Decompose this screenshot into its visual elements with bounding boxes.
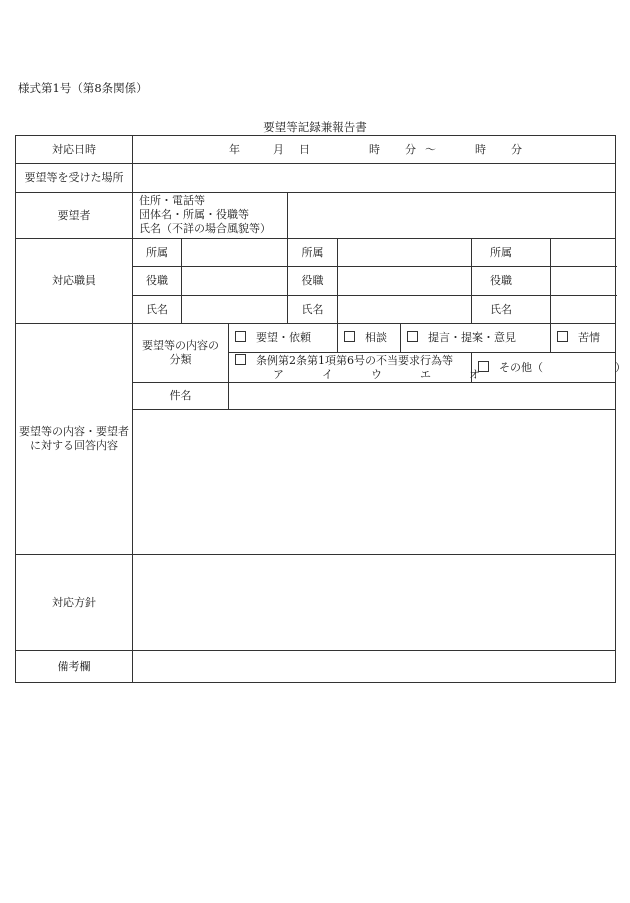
staff-name-label-1: 氏名: [133, 296, 182, 324]
place-field[interactable]: [133, 164, 616, 193]
staff-name-input-2[interactable]: [338, 296, 472, 324]
year-label: 年: [229, 142, 240, 156]
staff-name-input-1[interactable]: [182, 296, 288, 324]
request-label: 要望・依頼: [256, 331, 311, 344]
staff-affiliation-label-3: 所属: [472, 239, 551, 267]
report-table: [15, 135, 626, 683]
form-number: 様式第1号（第8条関係）: [18, 81, 148, 95]
staff-name-label-2: 氏名: [288, 296, 338, 324]
staff-name-label-3: 氏名: [472, 296, 551, 324]
subject-input[interactable]: [229, 383, 616, 410]
option-complaint[interactable]: [551, 324, 616, 353]
option-proposal[interactable]: [401, 324, 551, 353]
requester-name-label: 氏名（不詳の場合風貌等）: [139, 222, 271, 235]
consult-checkbox[interactable]: [344, 331, 355, 342]
staff-position-input-2[interactable]: [338, 267, 472, 296]
subject-label: 件名: [133, 383, 229, 410]
staff-affiliation-label-2: 所属: [288, 239, 338, 267]
unjust-label: 条例第2条第1項第6号の不当要求行為等: [256, 354, 453, 367]
remarks-label: 備考欄: [16, 651, 133, 683]
unjust-checkbox[interactable]: [235, 354, 246, 365]
staff-position-label-2: 役職: [288, 267, 338, 296]
content-label: 要望等の内容・要望者に対する回答内容: [16, 324, 133, 555]
datetime-label: 対応日時: [16, 136, 133, 164]
consult-label: 相談: [365, 331, 387, 344]
staff-label: 対応職員: [16, 239, 133, 324]
datetime-field[interactable]: [133, 136, 616, 164]
requester-label: 要望者: [16, 193, 133, 239]
kana-u[interactable]: ウ: [371, 368, 382, 381]
option-consult[interactable]: [338, 324, 401, 353]
proposal-checkbox[interactable]: [407, 331, 418, 342]
other-close: ）: [615, 360, 626, 374]
tilde-label: ～: [425, 142, 436, 156]
hour-end-label: 時: [475, 142, 486, 156]
staff-name-input-3[interactable]: [551, 296, 616, 324]
kana-o[interactable]: オ: [469, 368, 480, 381]
staff-position-label-1: 役職: [133, 267, 182, 296]
request-checkbox[interactable]: [235, 331, 246, 342]
minute-end-label: 分: [511, 142, 522, 156]
staff-position-input-1[interactable]: [182, 267, 288, 296]
staff-affiliation-label-1: 所属: [133, 239, 182, 267]
staff-position-input-3[interactable]: [551, 267, 616, 296]
content-input[interactable]: [133, 410, 616, 555]
month-label: 月: [273, 142, 284, 156]
minute-start-label: 分: [405, 142, 416, 156]
requester-fields: [133, 193, 288, 239]
complaint-label: 苦情: [578, 331, 600, 344]
staff-affiliation-input-1[interactable]: [182, 239, 288, 267]
kana-a[interactable]: ア: [273, 368, 284, 381]
proposal-label: 提言・提案・意見: [428, 331, 516, 344]
staff-affiliation-input-3[interactable]: [551, 239, 616, 267]
option-unjust[interactable]: [229, 353, 480, 383]
other-checkbox[interactable]: [478, 361, 489, 372]
form-title: 要望等記録兼報告書: [263, 120, 367, 134]
remarks-input[interactable]: [133, 651, 616, 683]
staff-affiliation-input-2[interactable]: [338, 239, 472, 267]
kana-i[interactable]: イ: [322, 368, 333, 381]
complaint-checkbox[interactable]: [557, 331, 568, 342]
requester-address-label: 住所・電話等: [139, 194, 205, 207]
place-label: 要望等を受けた場所: [16, 164, 133, 193]
requester-organization-label: 団体名・所属・役職等: [139, 208, 249, 221]
hour-start-label: 時: [369, 142, 380, 156]
classification-label: 要望等の内容の分類: [133, 324, 229, 383]
staff-position-label-3: 役職: [472, 267, 551, 296]
kana-options: [235, 368, 480, 382]
day-label: 日: [299, 142, 310, 156]
policy-label: 対応方針: [16, 555, 133, 651]
kana-e[interactable]: エ: [420, 368, 431, 381]
policy-input[interactable]: [133, 555, 616, 651]
other-label: その他（: [499, 360, 543, 374]
requester-input[interactable]: [288, 193, 616, 239]
option-request[interactable]: [229, 324, 338, 353]
